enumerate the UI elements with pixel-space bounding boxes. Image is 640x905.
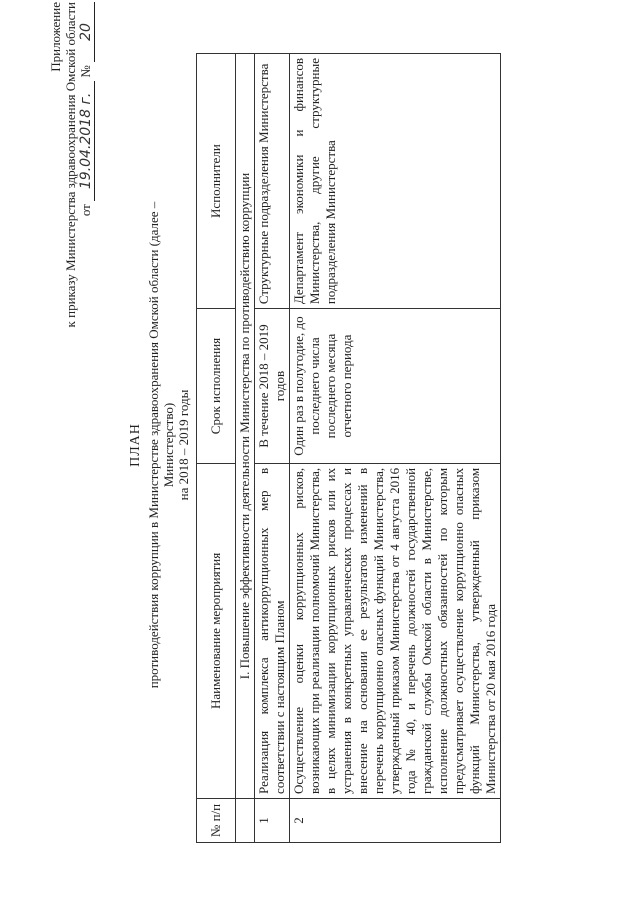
section-row [236, 54, 255, 843]
table-header-row [197, 54, 236, 843]
row-executors: Структурные подразделения Министерства [255, 54, 290, 309]
table-row [255, 54, 290, 843]
header-executors: Исполнители [197, 54, 236, 309]
plan-subtitle: противодействия коррупции в Министерстве здравоохранения Омской области (далее – Министерство) [146, 201, 176, 689]
appendix-order-ref: к приказу Министерства здравоохранения Омской области [63, 2, 78, 328]
section-number-cell [236, 798, 255, 842]
row-term: В течение 2018 – 2019 годов [255, 309, 290, 464]
plan-title-block [128, 165, 191, 725]
plan-heading: ПЛАН [128, 423, 143, 467]
header-name: Наименование мероприятия [197, 463, 236, 798]
handwritten-number: 20 [79, 2, 95, 62]
number-prefix: № [78, 65, 93, 78]
row-number: 2 [290, 798, 501, 842]
handwritten-date: 19.04.2018 г. [79, 81, 95, 201]
row-name: Осуществление оценки коррупционных рисков, возникающих при реализации полномочий Министерства, в целях минимизации коррупционных рисков или их устранения в конкретных управленческих процессах и внесение на основании ее результатов изменений в перечень коррупционно опасных функций Министерства, утвержденный приказом Министерства от 4 августа 2016 года № 40, и перечень должностей государственной гражданской службы Омской области в Министерстве, исполнение должностных обязанностей по которым предусматривает осуществление коррупционно опасных функций Министерства, утвержденный приказом Министерства от 20 мая 2016 года [290, 463, 501, 798]
appendix-date-number [78, 2, 95, 327]
date-prefix: от [78, 204, 93, 217]
table-row [290, 54, 501, 843]
plan-table [196, 53, 501, 843]
row-name: Реализация комплекса антикоррупционных мер в соответствии с настоящим Планом [255, 463, 290, 798]
header-number: № п/п [197, 798, 236, 842]
section-title: I. Повышение эффективности деятельности Министерства по противодействию коррупции [236, 54, 255, 799]
plan-period: на 2018 – 2019 годы [176, 389, 191, 501]
row-executors: Департамент экономики и финансов Министерства, другие структурные подразделения Министерства [290, 54, 501, 309]
row-term: Один раз в полугодие, до последнего числа последнего месяца отчетного периода [290, 309, 501, 464]
header-term: Срок исполнения [197, 309, 236, 464]
row-number: 1 [255, 798, 290, 842]
appendix-title: Приложение [48, 2, 63, 72]
